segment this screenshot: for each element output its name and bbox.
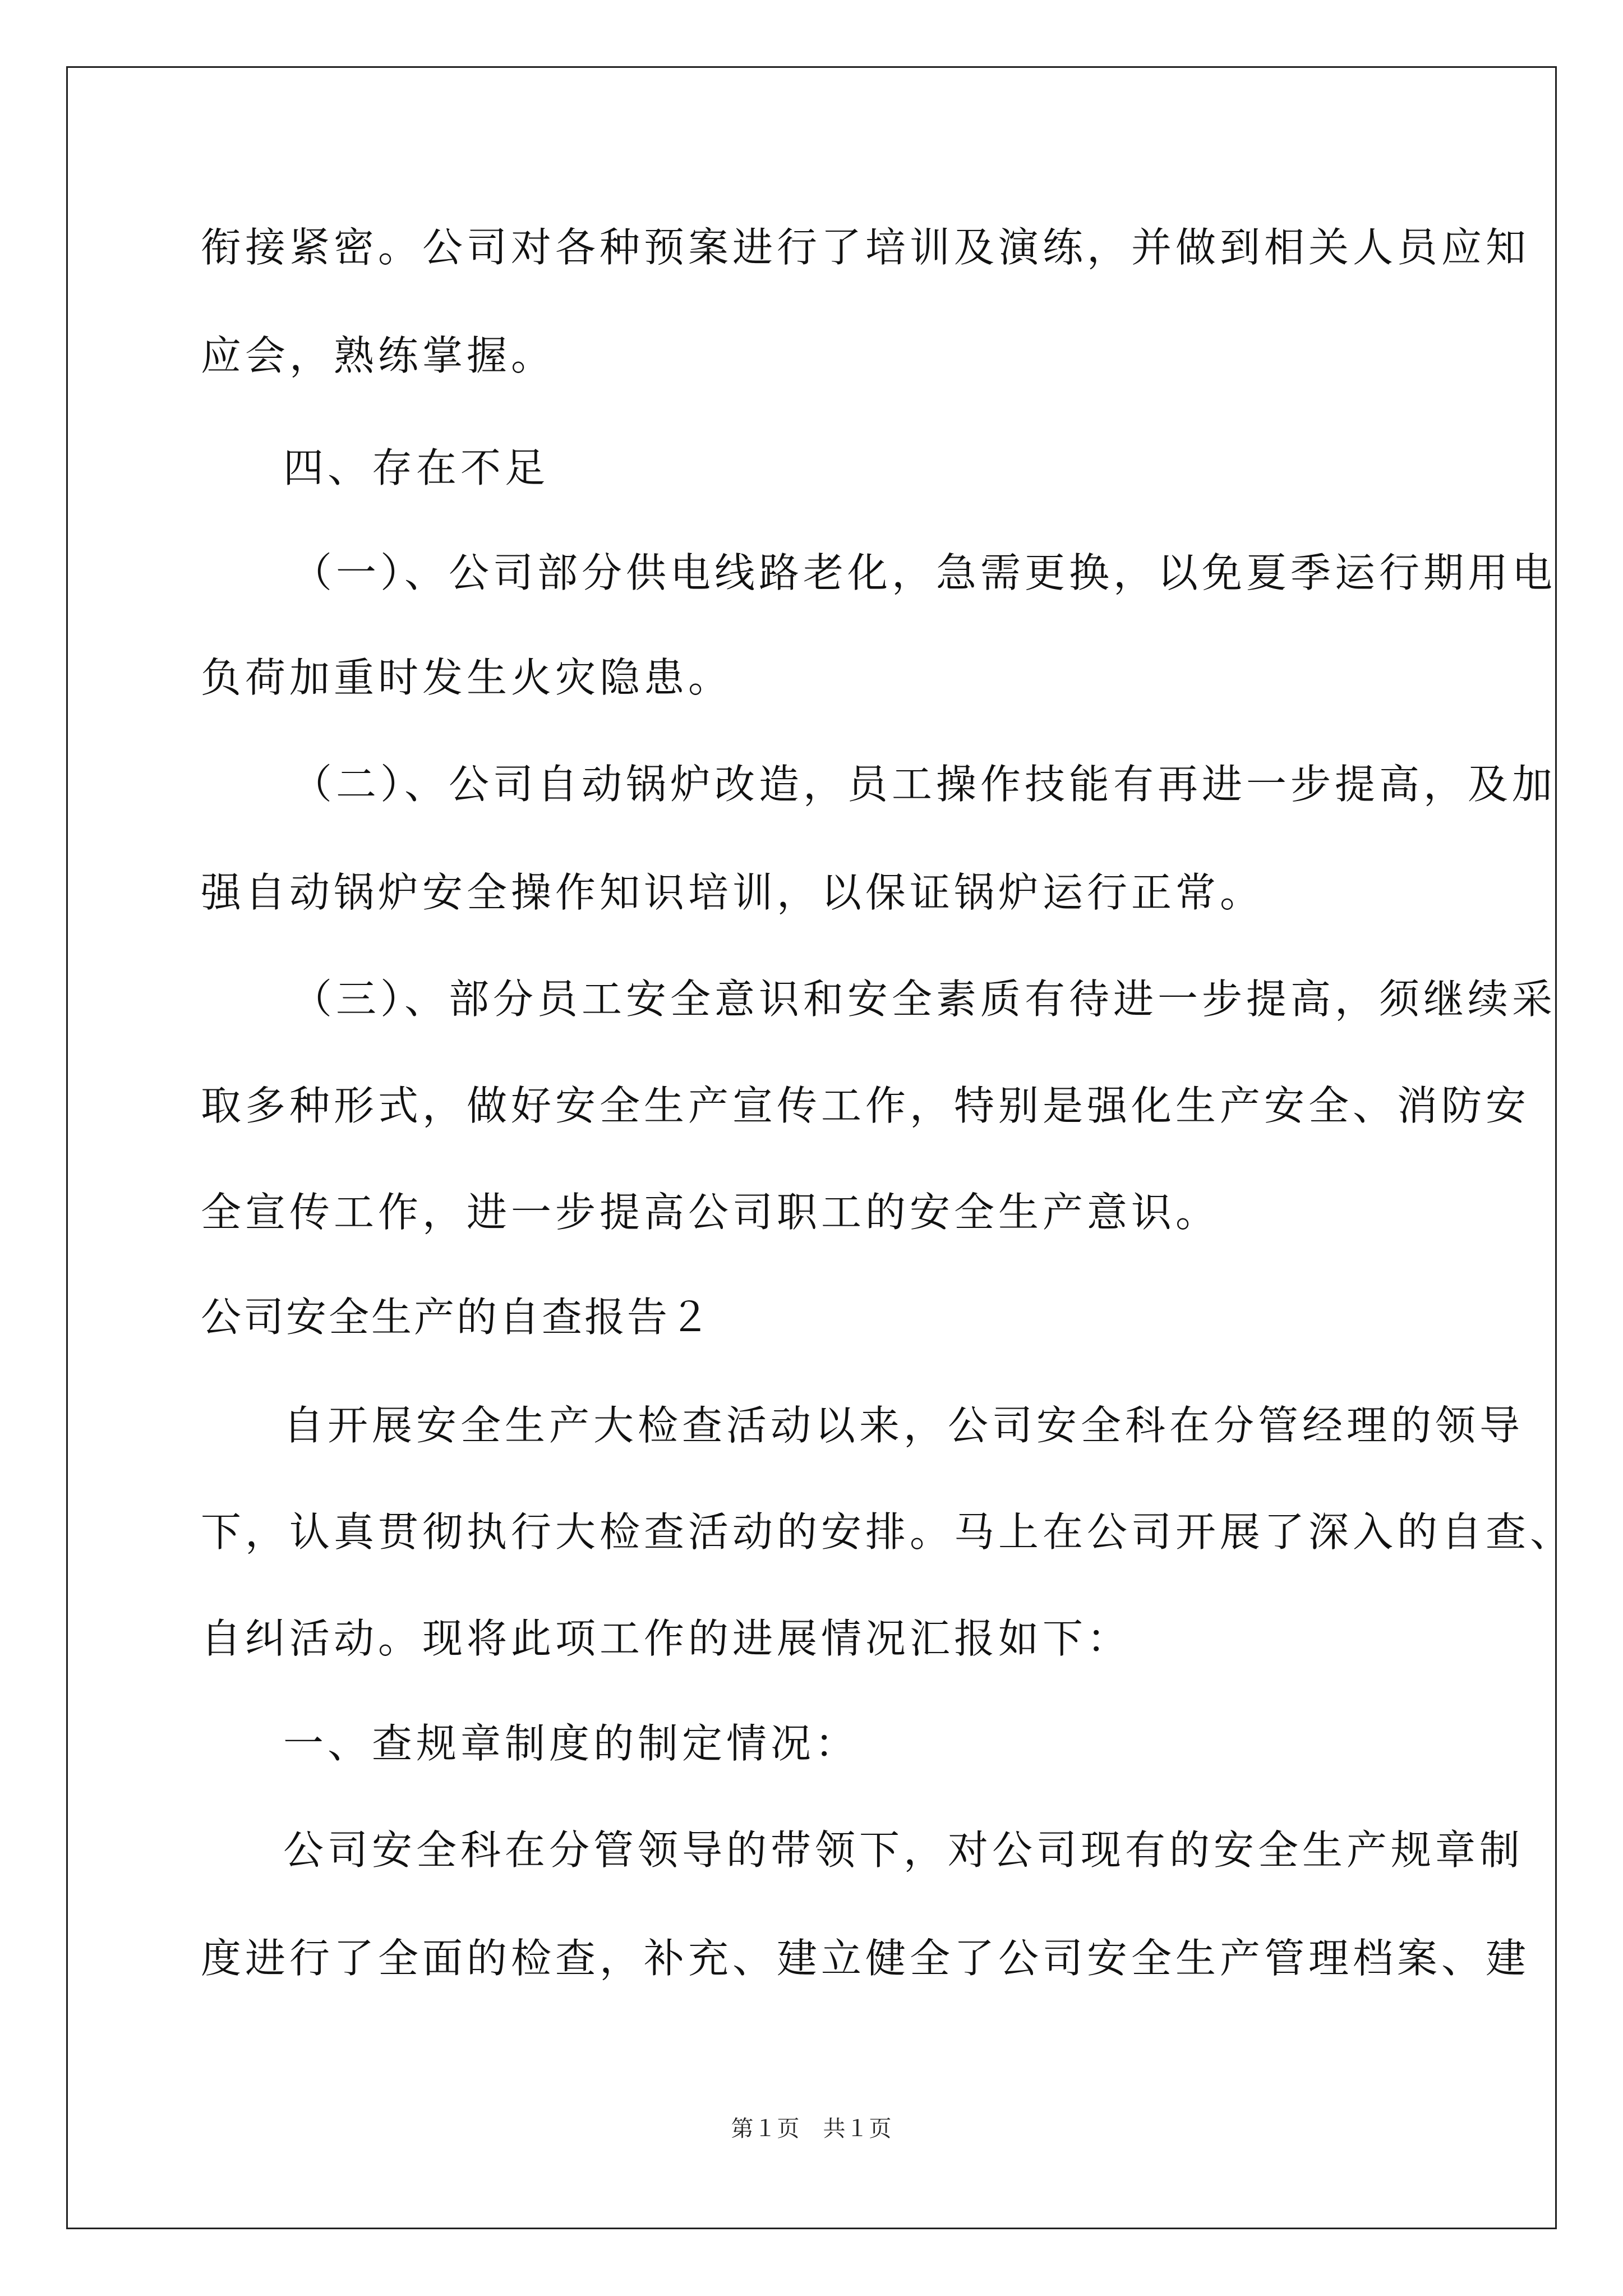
body-line: 取多种形式，做好安全生产宣传工作，特别是强化生产安全、消防安 (201, 1082, 1530, 1129)
body-line: 度进行了全面的检查，补充、建立健全了公司安全生产管理档案、建 (201, 1935, 1530, 1982)
body-line: 下，认真贯彻执行大检查活动的安排。马上在公司开展了深入的自查、 (201, 1508, 1575, 1556)
body-line: 全宣传工作，进一步提高公司职工的安全生产意识。 (201, 1189, 1220, 1236)
body-line: 强自动锅炉安全操作知识培训，以保证锅炉运行正常。 (201, 869, 1265, 916)
body-line: （二）、公司自动锅炉改造，员工操作技能有再进一步提高，及加 (292, 761, 1557, 808)
body-line: （三）、部分员工安全意识和安全素质有待进一步提高，须继续采 (292, 976, 1557, 1023)
section-heading: 四、存在不足 (283, 444, 550, 491)
page-border (66, 66, 1557, 2229)
section-heading: 一、查规章制度的制定情况： (283, 1720, 860, 1767)
body-line: 自开展安全生产大检查活动以来，公司安全科在分管经理的领导 (283, 1402, 1524, 1449)
report-title: 公司安全生产的自查报告２ (201, 1294, 713, 1341)
body-line: 应会，熟练掌握。 (201, 332, 556, 379)
body-line: 衔接紧密。公司对各种预案进行了培训及演练，并做到相关人员应知 (201, 224, 1530, 271)
body-line: 负荷加重时发生火灾隐患。 (201, 654, 733, 701)
body-line: 公司安全科在分管领导的带领下，对公司现有的安全生产规章制 (283, 1826, 1524, 1874)
body-line: 自纠活动。现将此项工作的进展情况汇报如下： (201, 1615, 1132, 1662)
body-line: （一）、公司部分供电线路老化，急需更换，以免夏季运行期用电 (292, 549, 1557, 596)
page-footer: 第１页 共１页 (731, 2116, 892, 2142)
